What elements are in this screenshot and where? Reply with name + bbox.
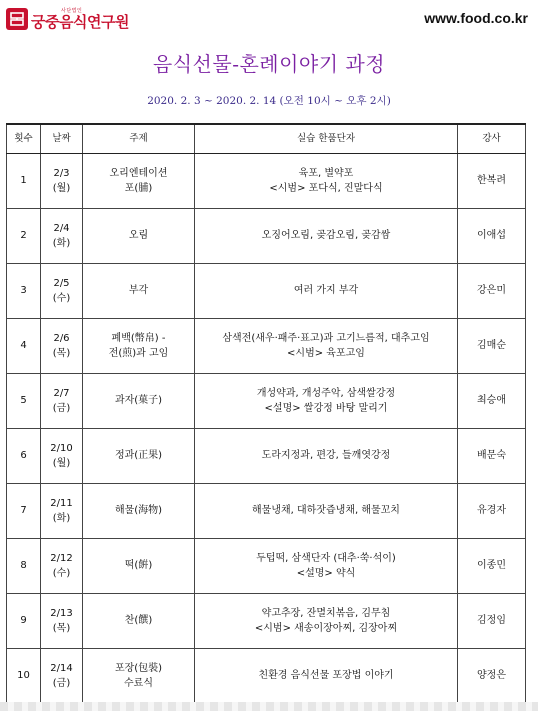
date-month-day: 2/10 xyxy=(50,442,73,454)
site-url[interactable]: www.food.co.kr xyxy=(424,10,528,26)
round-cell: 1 xyxy=(7,154,41,209)
date-weekday: (월) xyxy=(52,458,71,469)
topic-line: 폐백(幣帛) - xyxy=(111,332,166,344)
round-cell: 7 xyxy=(7,484,41,539)
date-cell xyxy=(41,649,83,704)
date-month-day: 2/4 xyxy=(53,222,70,234)
date-weekday: (금) xyxy=(52,678,71,689)
practice-items-cell xyxy=(195,484,458,539)
header-instructor: 강사 xyxy=(458,124,526,154)
date-weekday: (수) xyxy=(52,568,71,579)
practice-item-line: 여러 가지 부각 xyxy=(293,285,359,297)
topic-line: 포장(包裝) xyxy=(114,662,163,674)
practice-item-line: 도라지정과, 편강, 들깨엿강정 xyxy=(261,450,391,462)
table-row xyxy=(7,649,526,704)
next-page-edge xyxy=(0,702,538,711)
date-cell xyxy=(41,209,83,264)
round-cell: 3 xyxy=(7,264,41,319)
practice-item-line: <설명> 쌀강정 바탕 말리기 xyxy=(264,403,388,414)
date-weekday: (화) xyxy=(52,238,71,249)
topic-line: 오림 xyxy=(128,230,149,242)
practice-item-line: 삼색전(새우·패주·표고)과 고기느름적, 대추고임 xyxy=(222,332,430,344)
instructor-cell: 이애섭 xyxy=(458,209,526,264)
table-row xyxy=(7,154,526,209)
practice-item-line: 두텁떡, 삼색단자 (대추·쑥·석이) xyxy=(256,552,396,564)
schedule-table xyxy=(6,123,526,704)
practice-item-line: <시범> 새송이장아찌, 김장아찌 xyxy=(254,623,398,634)
date-month-day: 2/12 xyxy=(50,552,73,564)
logo-name: 궁중음식연구원 xyxy=(31,12,129,31)
date-cell xyxy=(41,154,83,209)
round-cell: 4 xyxy=(7,319,41,374)
date-month-day: 2/6 xyxy=(53,332,70,344)
topic-line: 포(脯) xyxy=(124,183,153,194)
topic-line: 해물(海物) xyxy=(114,505,163,517)
practice-item-line: <시범> 육포고임 xyxy=(287,348,365,359)
topic-cell xyxy=(83,594,195,649)
date-cell xyxy=(41,264,83,319)
topic-cell xyxy=(83,539,195,594)
practice-items-cell xyxy=(195,429,458,484)
table-row xyxy=(7,429,526,484)
practice-items-cell xyxy=(195,649,458,704)
date-month-day: 2/13 xyxy=(50,607,73,619)
date-month-day: 2/14 xyxy=(50,662,73,674)
topic-cell xyxy=(83,429,195,484)
practice-item-line: 약고추장, 잔멸치볶음, 김무침 xyxy=(261,607,391,619)
date-cell xyxy=(41,319,83,374)
date-month-day: 2/7 xyxy=(53,387,70,399)
practice-item-line: 오징어오림, 곶감오림, 곶감쌈 xyxy=(261,230,391,242)
practice-items-cell xyxy=(195,154,458,209)
topic-cell xyxy=(83,154,195,209)
instructor-cell: 이종민 xyxy=(458,539,526,594)
instructor-cell: 양정은 xyxy=(458,649,526,704)
date-weekday: (수) xyxy=(52,293,71,304)
topic-cell xyxy=(83,319,195,374)
practice-items-cell xyxy=(195,264,458,319)
date-cell xyxy=(41,374,83,429)
table-row xyxy=(7,209,526,264)
instructor-cell: 김매순 xyxy=(458,319,526,374)
round-cell: 5 xyxy=(7,374,41,429)
practice-items-cell xyxy=(195,539,458,594)
topic-cell xyxy=(83,209,195,264)
topic-cell xyxy=(83,264,195,319)
date-weekday: (목) xyxy=(52,623,71,634)
instructor-cell: 한복려 xyxy=(458,154,526,209)
topic-cell xyxy=(83,374,195,429)
practice-items-cell xyxy=(195,319,458,374)
practice-item-line: <시범> 포다식, 진말다식 xyxy=(269,183,383,194)
course-period: 2020. 2. 3 ~ 2020. 2. 14 (오전 10시 ~ 오후 2시) xyxy=(147,95,391,107)
date-month-day: 2/5 xyxy=(53,277,70,289)
date-month-day: 2/11 xyxy=(50,497,73,509)
topic-line: 전(煎)과 고임 xyxy=(108,348,169,359)
instructor-cell: 김정임 xyxy=(458,594,526,649)
practice-item-line: 개성약과, 개성주악, 삼색쌀강정 xyxy=(256,387,396,399)
date-cell xyxy=(41,429,83,484)
table-row xyxy=(7,264,526,319)
date-weekday: (목) xyxy=(52,348,71,359)
topic-line: 오리엔테이션 xyxy=(109,167,168,179)
table-row xyxy=(7,319,526,374)
logo-emblem-icon xyxy=(6,8,28,30)
date-weekday: (화) xyxy=(52,513,71,524)
topic-line: 찬(饌) xyxy=(124,615,153,627)
topic-line: 과자(菓子) xyxy=(114,395,163,407)
practice-item-line: 친환경 음식선물 포장법 이야기 xyxy=(258,670,394,682)
table-row xyxy=(7,539,526,594)
round-cell: 2 xyxy=(7,209,41,264)
instructor-cell: 배문숙 xyxy=(458,429,526,484)
table-header-row xyxy=(7,124,526,154)
round-cell: 6 xyxy=(7,429,41,484)
practice-items-cell xyxy=(195,209,458,264)
round-cell: 10 xyxy=(7,649,41,704)
header-practice-items: 실습 한품단자 xyxy=(195,124,458,154)
practice-item-line: 해물냉채, 대하잣즙냉채, 해물꼬치 xyxy=(252,505,400,517)
topic-line: 떡(餠) xyxy=(124,560,153,572)
topic-cell xyxy=(83,484,195,539)
instructor-cell: 최승애 xyxy=(458,374,526,429)
topic-line: 수료식 xyxy=(124,678,153,689)
date-weekday: (금) xyxy=(52,403,71,414)
date-weekday: (월) xyxy=(52,183,71,194)
instructor-cell: 유경자 xyxy=(458,484,526,539)
date-cell xyxy=(41,484,83,539)
practice-items-cell xyxy=(195,374,458,429)
table-row xyxy=(7,374,526,429)
table-row xyxy=(7,484,526,539)
page-title: 음식선물-혼례이야기 과정 xyxy=(152,52,386,76)
header-topic: 주제 xyxy=(83,124,195,154)
practice-item-line: <설명> 약식 xyxy=(296,568,356,579)
institute-logo xyxy=(6,7,129,31)
table-row xyxy=(7,594,526,649)
header-date: 날짜 xyxy=(41,124,83,154)
topic-line: 정과(正果) xyxy=(114,450,163,462)
date-month-day: 2/3 xyxy=(53,167,70,179)
practice-items-cell xyxy=(195,594,458,649)
date-cell xyxy=(41,539,83,594)
round-cell: 8 xyxy=(7,539,41,594)
topic-line: 부각 xyxy=(128,285,149,297)
practice-item-line: 육포, 별약포 xyxy=(298,167,354,179)
header-round: 횟수 xyxy=(7,124,41,154)
round-cell: 9 xyxy=(7,594,41,649)
topic-cell xyxy=(83,649,195,704)
logo-subtitle: 사단법인 xyxy=(61,7,83,14)
date-cell xyxy=(41,594,83,649)
instructor-cell: 강은미 xyxy=(458,264,526,319)
